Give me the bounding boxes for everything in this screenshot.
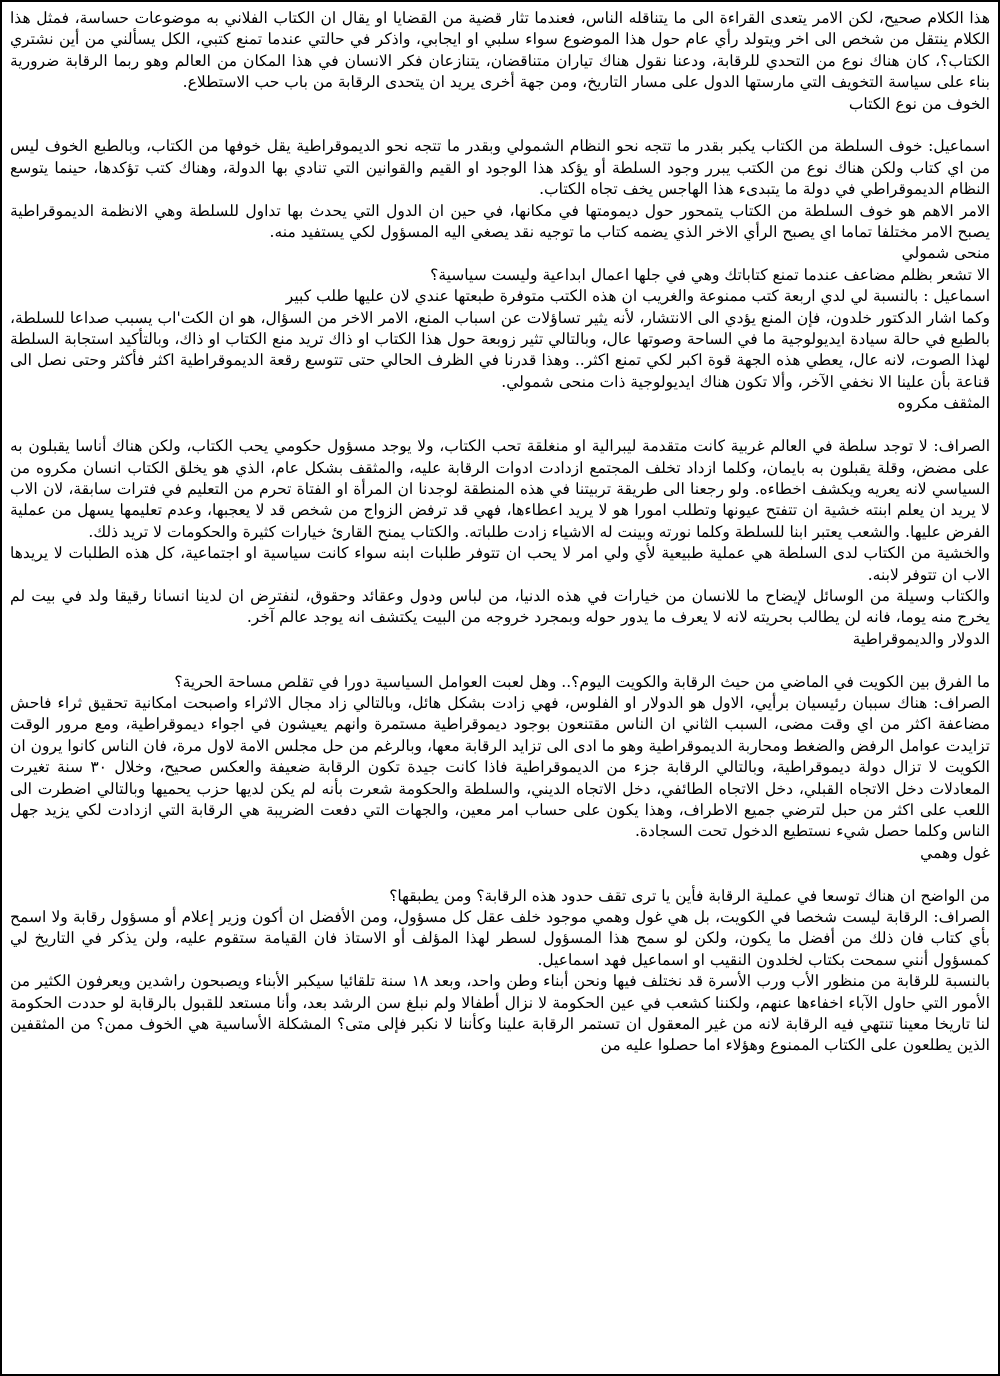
article-paragraph: الصراف: لا توجد سلطة في العالم غربية كانت متقدمة ليبرالية او منغلقة تحب الكتاب، ولا يوجد مسؤول حكومي يحب الكتاب، ولكن هناك أناسا يقبلون به على مضض، وقلة يقبلون به بايمان، وكلما ازداد تخلف المجتمع ازدادت ادوات الرقابة عليه، والمثقف بشكل عام، الذي هو يخلق الكتاب انسان مكروه من السياسي لانه يعريه ويكشف اخطاءه. ولو رجعنا الى طريقة تربيتنا في هذه المنطقة لوجدنا ان المرأة او الفتاة تحرم من التعليم في فترات سابقة، لان الاب لا يريد ان يعلم ابنته خشية ان تتفتح عيونها وتطلب امورا هو لا يريد اعطاءها، فهي قد ترفض الزواج من شخص قد لا يعجبها، وعدم تعليمها يسهل من عملية الفرض عليها. والشعب يعتبر ابنا للسلطة وكلما نورته وبينت له الاشياء زادت طلباته. والكتاب يمنح القارئ خيارات كثيرة والحكومات لا تريد ذلك. (10, 437, 990, 541)
article-paragraph: بالنسبة للرقابة من منظور الأب ورب الأسرة قد نختلف فيها ونحن أبناء وطن واحد، وبعد ١٨ سنة تلقائيا سيكبر الأبناء ويصبحون راشدين ويعرفون الكثير من الأمور التي حاول الآباء اخفاءها عنهم، ولكننا كشعب في عين الحكومة لا نزال أطفالا ولم نبلغ سن الرشد بعد، وأنا مستعد للقبول بالرقابة لو حددت الحكومة لنا تاريخا معينا تنتهي فيه الرقابة لانه من غير المعقول ان تستمر الرقابة علينا وكأننا لا نكبر فإلى متى؟ المشكلة الأساسية هي الخوف ممن؟ من المثقفين الذين يطلعون على الكتاب الممنوع وهؤلاء اما حصلوا عليه من (10, 972, 991, 1055)
article-paragraph: والكتاب وسيلة من الوسائل لإيضاح ما للانسان من خيارات في هذه الدنيا، من لباس ودول وعقائد وحقوق، لنفترض ان لدينا انسانا رقيقا ولد في بيت لم يخرج منه يوما، فانه لن يطالب بحريته لانه لا يعرف ما يدور حوله وبمجرد خروجه من البيت يكتشف انه يوجد عالم آخر. (10, 586, 990, 627)
paragraph-gap (10, 650, 990, 671)
paragraph-gap (10, 864, 990, 885)
article-section (10, 94, 990, 244)
section-heading: غول وهمي (920, 843, 990, 862)
section-heading: الخوف من نوع الكتاب (848, 94, 990, 113)
section-heading: منحى شمولي (901, 244, 990, 263)
article-section (10, 243, 990, 393)
article-paragraph: اسماعيل: خوف السلطة من الكتاب يكبر بقدر ما تتجه نحو النظام الشمولي وبقدر ما تتجه نحو الديموقراطية يقل خوفها من الكتاب، وبالطبع الخوف ليس من اي كتاب ولكن هناك نوع من الكتب يبرر وجود السلطة أو يؤكد هذا الوجود او القيم والقوانين التي تنادي بها الدولة، وهناك كتب تؤكدها، حينما يتوسع النظام الديموقراطي في دولة ما يتبدىء هذا الهاجس يخف تجاه الكتاب. (10, 137, 990, 199)
article-paragraph: اسماعيل : بالنسبة لي لدي اربعة كتب ممنوعة والغريب ان هذه الكتب متوفرة طبعتها عندي لان عليها طلب كبير (285, 287, 990, 306)
article-paragraph: من الواضح ان هناك توسعا في عملية الرقابة فأين يا ترى تقف حدود هذه الرقابة؟ ومن يطبقها؟ (389, 886, 990, 905)
article-paragraph: وكما اشار الدكتور خلدون، فإن المنع يؤدي الى الانتشار، لأنه يثير تساؤلات عن اسباب المنع، الامر الاخر من السؤال، هو ان الكت'اب يسبب صداعا للسلطة، بالطبع في حالة سيادة ايديولوجية ما في الساحة وصوتها عال، وبالتالي تثير زوبعة حول هذا الكتاب او ذاك تريد منع الكتاب او ذاك، وبالتأكيد استجابة السلطة لهذا الصوت، لانه عال، يعطي هذه الجهة قوة اكبر لكي تمنع اكثر.. وهذا قدرنا في الظرف الحالي حتى تتوسع رقعة الديموقراطية اكثر فأكثر وحتى نصل الى قناعة بأن علينا الا نخفي الآخر، وألا تكون هناك ايديولوجية ذات منحى شمولي. (10, 308, 990, 391)
article-paragraph: هذا الكلام صحيح، لكن الامر يتعدى القراءة الى ما يتناقله الناس، فعندما تثار قضية من القضايا او يقال ان الكتاب الفلاني به موضوعات حساسة، فمثل هذا الكلام ينتقل من شخص الى اخر ويتولد رأي عام حول هذا الموضوع سواء سلبي او ايجابي، واذكر في حالتي عندما تمنع كتبي، الكل يسألني من أين نشتري الكتاب؟، كان هناك نوع من التحدي للرقابة، ودعنا نقول هناك تياران متناقضان، يتنازعان فكر الانسان في هذا المكان من العالم وهو ربما الرقابة ضرورية بناء على سياسة التخويف التي مارستها الدول على مسار التاريخ، ومن جهة أخرى يريد ان يتحدى الرقابة من باب حب الاستطلاع. (10, 9, 990, 92)
article-paragraph: ما الفرق بين الكويت في الماضي من حيث الرقابة والكويت اليوم؟.. وهل لعبت العوامل السياسية دورا في تقلص مساحة الحرية؟ (174, 672, 990, 691)
section-heading: المثقف مكروه (897, 394, 990, 413)
article-section (10, 629, 990, 843)
article-section (10, 8, 990, 94)
section-heading: الدولار والديموقراطية (852, 629, 990, 648)
article-section (10, 843, 990, 1057)
article-paragraph: الصراف: هناك سببان رئيسيان برأيي، الاول هو الدولار او الفلوس، فهي زادت بشكل هائل، وبالتالي زاد مجال الاثراء واصبحت امكانية تحقيق ثراء فاحش مضاعفة اكثر من اي وقت مضى، السبب الثاني ان الناس مقتنعون بوجود ديموقراطية مستمرة وانهم يعيشون في اجواء ديموقراطية، ومع مرور الوقت تزايدت عوامل الرفض والضغط ومحاربة الديموقراطية وهو ما ادى الى تزايد الرقابة معها، وبالرغم من حل مجلس الامة لاول مرة، فان الناس كانوا يرون ان الكويت لا تزال دولة ديموقراطية، وبالتالي الرقابة جزء من الديموقراطية فاذا كانت جيدة تكون الرقابة ضعيفة والعكس صحيح، وخلال ٣٠ سنة تغيرت المعادلات دخل الاتجاه القبلي، دخل الاتجاه الطائفي، دخل الاتجاه الديني، والسلطة والحكومة شعرت بأنه لم يكن لديها حزب يحميها وبالتالي اضطرت الى اللعب على اكثر من حبل لترضي جميع الاطراف، وهذا يكون على حساب امر معين، والجهات التي دفعت الضريبة هي الرقابة التي ازدادت لكي يزيد جهل الناس وكلما حصل شيء نستطيع الدخول تحت السجادة. (10, 693, 990, 841)
article-paragraph: الامر الاهم هو خوف السلطة من الكتاب يتمحور حول ديمومتها في مكانها، في حين ان الدول التي يحدث بها تداول للسلطة وهي الانظمة الديموقراطية يصبح الامر مختلفا تماما اي يصبح الرأي الاخر الذي يضمه كتاب ما توجيه نقد يصغي اليه المسؤول لكي يستفيد منه. (10, 201, 990, 242)
article-section (10, 393, 990, 628)
article-paragraph: الصراف: الرقابة ليست شخصا في الكويت، بل هي غول وهمي موجود خلف عقل كل مسؤول، ومن الأفضل ان أكون وزير إعلام أو مسؤول رقابة ولا اسمح بأي كتاب فان ذلك من أفضل ما يكون، ولكن لو سمح هذا المسؤول لسطر لهذا المؤلف أو الاستاذ فان القيامة ستقوم عليه، ولن يذكر في التاريخ لي كمسؤول أنني سمحت بكتاب لخلدون النقيب او اسماعيل فهد اسماعيل. (10, 908, 990, 969)
article-paragraph: الا تشعر بظلم مضاعف عندما تمنع كتاباتك وهي في جلها اعمال ابداعية وليست سياسية؟ (430, 265, 990, 284)
paragraph-gap (10, 115, 990, 136)
article-paragraph: والخشية من الكتاب لدى السلطة هي عملية طبيعية لأي ولي امر لا يحب ان تتوفر طلبات ابنه سواء كانت سياسية او اجتماعية، كل هذه الطلبات لا يريدها الاب ان تتوفر لابنه. (10, 544, 990, 584)
paragraph-gap (10, 415, 990, 436)
article-body (10, 8, 990, 1057)
